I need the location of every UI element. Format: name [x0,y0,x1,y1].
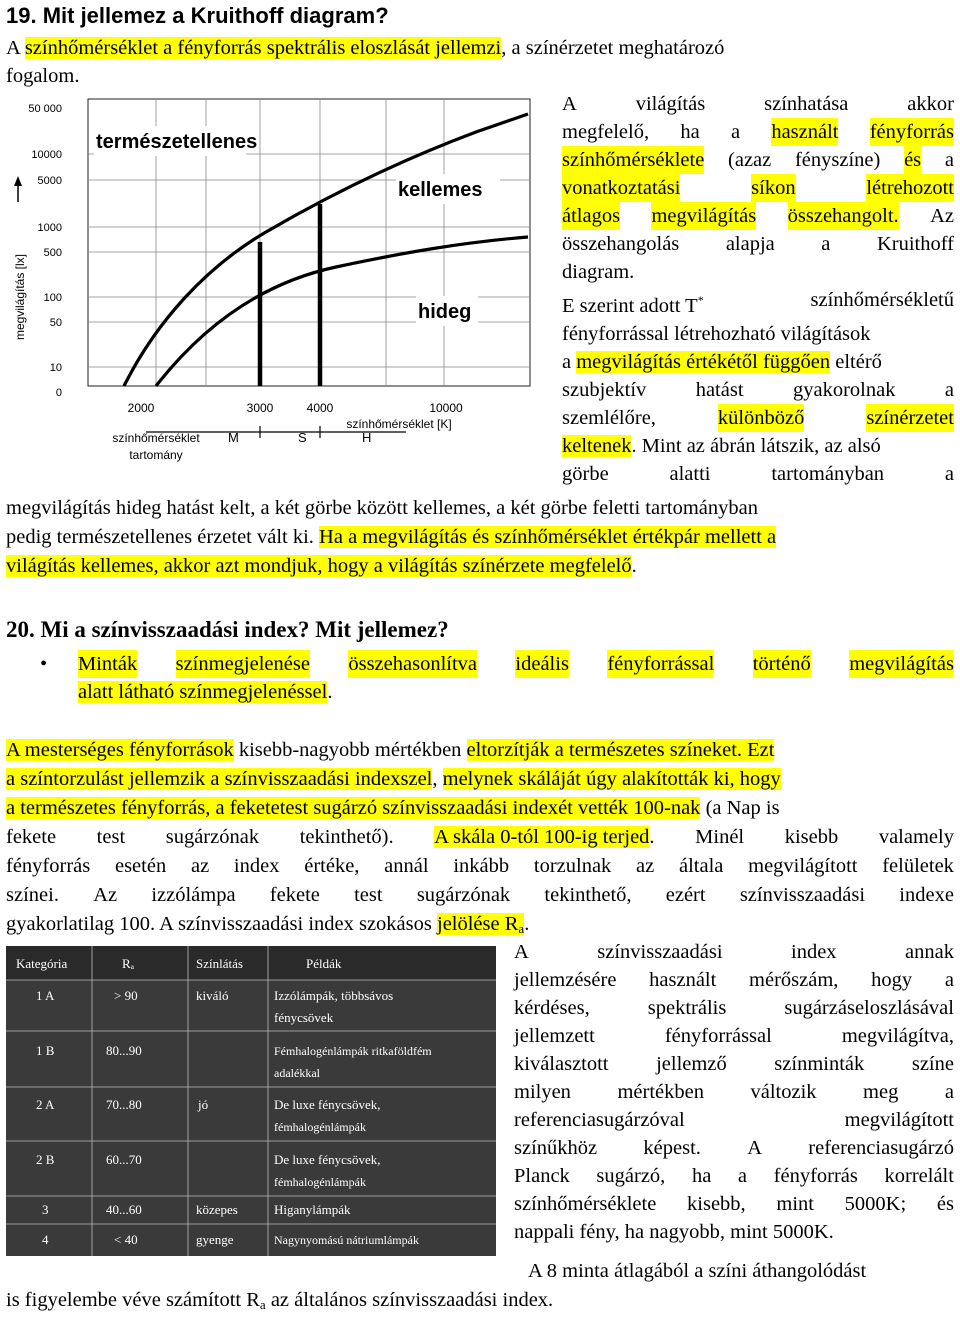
q20-title: 20. Mi a színvisszaadási index? Mit jellemez? [6,617,449,642]
table-header: Példák [306,956,342,971]
q20-final: is figyelembe véve számított $R_a$ az általános színvisszaadási index. [6,1289,554,1312]
table-cell: közepes [196,1202,238,1217]
table-header: Kategória [16,956,68,971]
range-label-2: tartomány [129,448,183,462]
q20-right-after: A 8 minta átlagából a színi áthangolódást [528,1260,867,1282]
table-cell: Nagynyomású nátriumlámpák [274,1233,419,1247]
table-cell: 80...90 [106,1043,142,1058]
q20-p1-l2: a színtorzulást jellemzik a színvisszaadási indexszel, melynek skáláját úgy alakították ki, hogy [6,768,781,790]
q20-p1-l5: fényforrás esetén az index értéke, annál inkább torzulnak az általa megvilágított felületek [6,855,954,877]
table-header: Rₐ [122,956,135,971]
table-cell: fémhalogénlámpák [274,1120,366,1134]
x-tick: 10000 [429,401,463,415]
q19-intro: A színhőmérséklet a fényforrás spektrális eloszlását jellemzi, a színérzetet meghatározó [6,37,725,59]
table-header: Színlátás [196,956,243,971]
y-tick: 10000 [31,149,62,161]
x-tick: 2000 [127,401,155,415]
table-cell: adalékkal [274,1066,320,1080]
ra-category-table [6,946,496,1256]
y-tick: 5000 [37,175,62,187]
table-cell: gyenge [196,1232,234,1247]
q20-p1-l7: gyakorlatilag 100. A színvisszaadási index szokásos jelölése $R_a$. [6,913,530,936]
q19-full-2: pedig természetellenes érzetet vált ki. Ha a megvilágítás és színhőmérséklet értékpár mellett a [6,526,777,548]
table-cell: De luxe fénycsövek, [274,1097,381,1112]
kruithoff-diagram [6,92,546,474]
y-tick: 50 000 [28,103,62,115]
table-cell: 1 B [36,1043,55,1058]
q20-p1-l1: A mesterséges fényforrások kisebb-nagyobb mértékben eltorzítják a természetes színeket. Ezt [6,739,775,761]
table-cell: 2 B [36,1152,55,1167]
table-cell: Fémhalogénlámpák ritkaföldfém [274,1044,432,1058]
q20-p1-l4: fekete test sugárzónak tekinthető). A skála 0-tól 100-ig terjed. Minél kisebb valamely [6,826,954,848]
table-cell: Higanylámpák [274,1202,351,1217]
bullet-icon: • [40,653,48,675]
table-cell: De luxe fénycsövek, [274,1152,381,1167]
range-letter-h: H [362,430,372,445]
table-cell: 60...70 [106,1152,142,1167]
x-axis-label: színhőmérséklet [K] [346,417,452,431]
q20-right-text: A színvisszaadási index annak jellemzésére használt mérőszám, hogy a kérdéses, spektrális sugárzáseloszlásával jellemzett fényforrással megvilágítva, kiválasztott jellemző színminták színe milyen mértékben változik meg a referenciasugárzóval megvilágított színűkhöz képest. A referenciasugárzó Planck sugárzó, ha a fényforrás korrelált színhőmérséklete kisebb, mint 5000K; és nappali fény, ha nagyobb, mint 5000K. [514,941,954,1243]
range-letter-m: M [228,430,239,445]
q19-intro-2: fogalom. [6,65,80,87]
table-cell: fémhalogénlámpák [274,1175,366,1189]
q20-p1-l3: a természetes fényforrás, a feketetest sugárzó színvisszaadási indexét vették 100-nak (a Nap is [6,797,780,819]
y-tick: 500 [43,247,62,259]
x-tick: 3000 [246,401,274,415]
region-unnatural: természetellenes [96,131,258,153]
y-axis-label: megvilágítás [lx] [13,253,27,341]
table-cell: 40...60 [106,1202,142,1217]
table-cell: < 40 [114,1232,138,1247]
y-tick: 0 [55,387,62,399]
q20-bullet: Minták színmegjelenése összehasonlítva ideális fényforrással történő megvilágítás alatt látható színmegjelenéssel. [78,650,954,706]
y-tick: 50 [49,317,62,329]
y-tick: 1000 [37,222,62,234]
range-letter-s: S [298,430,307,445]
q20-p1-l6: színei. Az izzólámpa fekete test sugárzónak tekinthető, ezért színvisszaadási indexe [6,884,954,906]
table-cell: jó [198,1097,209,1112]
q19-full-3: világítás kellemes, akkor azt mondjuk, hogy a világítás színérzete megfelelő. [6,555,637,577]
table-cell: 4 [42,1232,49,1247]
table-cell: 70...80 [106,1097,142,1112]
q19-title: 19. Mit jellemez a Kruithoff diagram? [6,3,389,28]
table-cell: 3 [42,1202,49,1217]
table-cell: kiváló [196,988,229,1003]
table-cell: fénycsövek [274,1010,334,1025]
q19-right-text: A világítás színhatása akkor megfelelő, ha a használt fényforrás színhőmérséklete (azaz fényszíne) és a vonatkoztatási síkon létrehozott átlagos megvilágítás összehangolt. Az összehangolás alapja a Kruithoff diagram. E szerint adott T* színhőmérsékletű fényforrással létrehozható világítások a megvilágítás értékétől függően eltérő szubjektív hatást gyakorolnak a szemlélőre, különböző színérzetet keltenek. Mint az ábrán látszik, az alsó görbe alatti tartományban a [562,93,954,485]
q19-full-1: megvilágítás hideg hatást kelt, a két görbe között kellemes, a két görbe feletti tartományban [6,497,758,519]
x-tick: 4000 [306,401,334,415]
table-cell: 1 A [36,988,55,1003]
range-label-1: színhőmérséklet [112,431,200,445]
y-tick: 100 [43,292,62,304]
table-cell: Izzólámpák, többsávos [274,988,394,1003]
region-cold: hideg [418,301,472,323]
region-pleasant: kellemes [398,179,483,201]
table-cell: 2 A [36,1097,55,1112]
table-cell: > 90 [114,988,138,1003]
y-tick: 10 [49,362,62,374]
